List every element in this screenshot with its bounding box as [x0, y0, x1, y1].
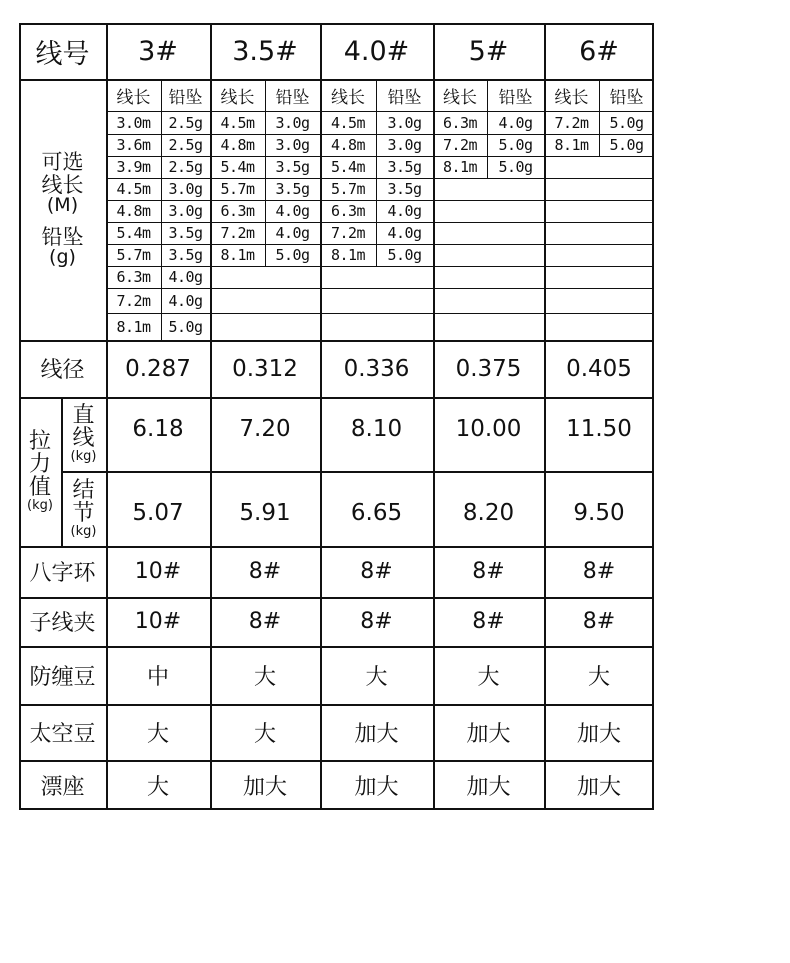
option-weight: 4.0g — [168, 268, 203, 286]
option-length: 8.1m — [220, 246, 255, 264]
row-value: 大 — [365, 664, 388, 690]
option-weight: 3.0g — [275, 136, 310, 154]
option-weight: 4.0g — [275, 224, 310, 242]
row-value: 8# — [472, 609, 505, 634]
options-label-3: (M) — [46, 193, 79, 216]
table-border-bottom — [19, 808, 654, 810]
table-border-right — [652, 23, 654, 810]
row-value: 10# — [134, 559, 182, 584]
row-border — [19, 340, 654, 342]
subheader-length: 线长 — [220, 87, 255, 108]
spec-table — [19, 23, 654, 810]
option-length: 7.2m — [116, 291, 151, 310]
option-weight: 5.0g — [609, 136, 644, 154]
options-label-5: (g) — [49, 245, 76, 268]
row-value: 加大 — [354, 774, 399, 800]
diameter-value: 0.287 — [125, 355, 191, 382]
option-weight: 3.5g — [168, 224, 203, 242]
option-length: 7.2m — [442, 136, 478, 154]
sub-column-border — [265, 79, 266, 266]
straight-unit: (kg) — [70, 449, 97, 465]
row-border — [19, 646, 654, 648]
option-row-border — [106, 134, 654, 135]
row-border — [61, 471, 654, 473]
row-value: 中 — [146, 664, 169, 690]
option-weight: 3.5g — [275, 180, 310, 198]
tension-label-unit: (kg) — [27, 498, 53, 514]
option-length: 6.3m — [220, 202, 255, 220]
knot-value: 8.20 — [462, 499, 515, 526]
option-weight: 3.0g — [168, 180, 203, 198]
option-length: 5.7m — [330, 180, 366, 198]
diameter-value: 0.405 — [566, 355, 632, 382]
option-weight: 4.0g — [168, 291, 203, 310]
option-weight: 3.5g — [387, 180, 422, 198]
knot-value: 5.07 — [132, 499, 184, 526]
straight-value: 6.18 — [132, 416, 184, 442]
row-value: 8# — [582, 609, 616, 634]
option-weight: 2.5g — [168, 136, 203, 154]
options-label-1: 可选 — [41, 150, 84, 175]
row-border — [19, 79, 654, 81]
row-value: 8# — [472, 559, 505, 584]
sub-column-border — [599, 79, 600, 156]
option-weight: 3.5g — [168, 246, 203, 264]
subheader-weight: 铅坠 — [498, 87, 533, 108]
row-value: 8# — [360, 559, 393, 584]
straight-value: 7.20 — [239, 416, 291, 442]
option-weight: 5.0g — [498, 158, 533, 176]
header-label: 线号 — [35, 38, 90, 70]
option-weight: 3.5g — [275, 158, 310, 176]
option-weight: 4.0g — [275, 202, 310, 220]
subheader-weight: 铅坠 — [275, 87, 310, 108]
row-label: 八字环 — [29, 561, 96, 586]
subheader-length: 线长 — [443, 87, 477, 108]
tension-label-1: 拉 — [28, 429, 51, 455]
row-border — [19, 397, 654, 399]
sub-column-border — [376, 79, 377, 266]
knot-value: 6.65 — [350, 499, 403, 526]
option-length: 5.7m — [116, 246, 151, 264]
option-length: 8.1m — [330, 246, 366, 264]
subheader-weight: 铅坠 — [387, 87, 422, 108]
table-border-top — [19, 23, 654, 25]
row-value: 10# — [134, 609, 182, 634]
straight-value: 10.00 — [455, 416, 522, 442]
column-border — [544, 23, 546, 810]
model-header-3: 4.0# — [343, 35, 410, 67]
option-weight: 3.0g — [387, 113, 422, 132]
option-length: 8.1m — [116, 317, 151, 336]
row-border — [19, 704, 654, 706]
option-row-border — [106, 266, 654, 267]
option-length: 5.4m — [330, 158, 366, 176]
option-row-border — [106, 222, 654, 223]
diameter-value: 0.336 — [343, 355, 410, 382]
row-value: 大 — [587, 664, 610, 690]
row-value: 大 — [146, 774, 169, 800]
subheader-weight: 铅坠 — [609, 87, 644, 108]
model-header-2: 3.5# — [232, 35, 298, 67]
row-value: 8# — [582, 559, 616, 584]
knot-label-1: 结 — [72, 477, 95, 503]
option-length: 5.7m — [220, 180, 255, 198]
option-row-border — [106, 156, 654, 157]
option-length: 5.4m — [116, 224, 151, 242]
row-value: 8# — [248, 559, 282, 584]
subheader-length: 线长 — [554, 87, 589, 108]
knot-label — [61, 471, 106, 546]
tension-label-2: 力 — [28, 452, 51, 478]
option-length: 6.3m — [330, 202, 366, 220]
option-weight: 5.0g — [168, 317, 203, 336]
row-label: 漂座 — [40, 774, 85, 800]
option-weight: 5.0g — [609, 113, 644, 132]
option-weight: 2.5g — [168, 158, 203, 176]
subheader-length: 线长 — [116, 87, 151, 108]
straight-label — [61, 397, 106, 471]
diameter-value: 0.312 — [232, 355, 298, 382]
tension-label — [19, 397, 61, 546]
column-border — [320, 23, 322, 810]
model-header-1: 3# — [138, 35, 178, 67]
option-length: 4.8m — [116, 202, 151, 220]
straight-value: 8.10 — [350, 416, 403, 442]
row-label: 子线夹 — [29, 611, 96, 636]
option-length: 3.0m — [116, 113, 151, 132]
straight-value: 11.50 — [566, 416, 632, 442]
knot-label-2: 节 — [72, 500, 95, 526]
sub-column-border — [487, 79, 488, 178]
option-row-border — [106, 200, 654, 201]
option-weight: 4.0g — [498, 113, 533, 132]
tension-label-3: 值 — [28, 475, 51, 501]
option-row-border — [106, 244, 654, 245]
row-value: 8# — [360, 609, 393, 634]
option-length: 4.5m — [220, 113, 255, 132]
row-value: 加大 — [466, 721, 511, 747]
option-length: 7.2m — [330, 224, 366, 242]
option-length: 6.3m — [442, 113, 478, 132]
knot-unit: (kg) — [70, 523, 97, 539]
option-row-border — [106, 111, 654, 112]
option-weight: 5.0g — [387, 246, 422, 264]
option-length: 6.3m — [116, 268, 151, 286]
option-weight: 3.0g — [168, 202, 203, 220]
subheader-weight: 铅坠 — [168, 87, 203, 108]
option-length: 7.2m — [554, 113, 589, 132]
row-border — [19, 597, 654, 599]
row-value: 8# — [248, 609, 282, 634]
row-label: 防缠豆 — [29, 664, 96, 690]
straight-label-1: 直 — [72, 403, 95, 429]
column-border — [106, 23, 108, 810]
model-header-5: 6# — [579, 35, 619, 67]
option-weight: 4.0g — [387, 224, 422, 242]
straight-label-2: 线 — [72, 426, 95, 452]
subheader-length: 线长 — [331, 87, 365, 108]
column-border — [433, 23, 435, 810]
knot-value: 5.91 — [239, 499, 291, 526]
option-row-border — [106, 288, 654, 289]
option-row-border — [106, 178, 654, 179]
option-length: 8.1m — [554, 136, 589, 154]
option-length: 7.2m — [220, 224, 255, 242]
option-length: 3.6m — [116, 136, 151, 154]
options-label-2: 线长 — [41, 172, 84, 197]
row-value: 大 — [253, 721, 276, 747]
row-border — [19, 760, 654, 762]
options-label-4: 铅坠 — [41, 224, 84, 249]
model-header-4: 5# — [468, 35, 509, 67]
options-label — [19, 79, 106, 340]
row-value: 大 — [253, 664, 276, 690]
row-value: 加大 — [576, 774, 621, 800]
diameter-value: 0.375 — [455, 355, 522, 382]
option-length: 4.8m — [220, 136, 255, 154]
option-weight: 5.0g — [275, 246, 310, 264]
option-length: 4.5m — [116, 180, 151, 198]
option-weight: 3.5g — [387, 158, 422, 176]
option-weight: 3.0g — [275, 113, 310, 132]
row-value: 加大 — [576, 721, 621, 747]
row-value: 加大 — [466, 774, 511, 800]
column-border — [210, 23, 212, 810]
option-length: 4.5m — [330, 113, 366, 132]
sub-column-border — [161, 79, 162, 340]
table-border-left — [19, 23, 21, 810]
row-border — [19, 546, 654, 548]
row-value: 加大 — [242, 774, 287, 800]
row-value: 加大 — [354, 721, 399, 747]
option-weight: 5.0g — [498, 136, 533, 154]
diameter-label: 线径 — [40, 358, 85, 383]
option-length: 4.8m — [330, 136, 366, 154]
option-weight: 2.5g — [168, 113, 203, 132]
option-weight: 4.0g — [387, 202, 422, 220]
option-row-border — [106, 313, 654, 314]
option-length: 5.4m — [220, 158, 255, 176]
row-label: 太空豆 — [29, 721, 96, 747]
option-length: 8.1m — [442, 158, 478, 176]
knot-value: 9.50 — [573, 499, 625, 526]
option-weight: 3.0g — [387, 136, 422, 154]
tension-split-border — [61, 397, 63, 546]
row-value: 大 — [477, 664, 500, 690]
row-value: 大 — [146, 721, 169, 747]
option-length: 3.9m — [116, 158, 151, 176]
